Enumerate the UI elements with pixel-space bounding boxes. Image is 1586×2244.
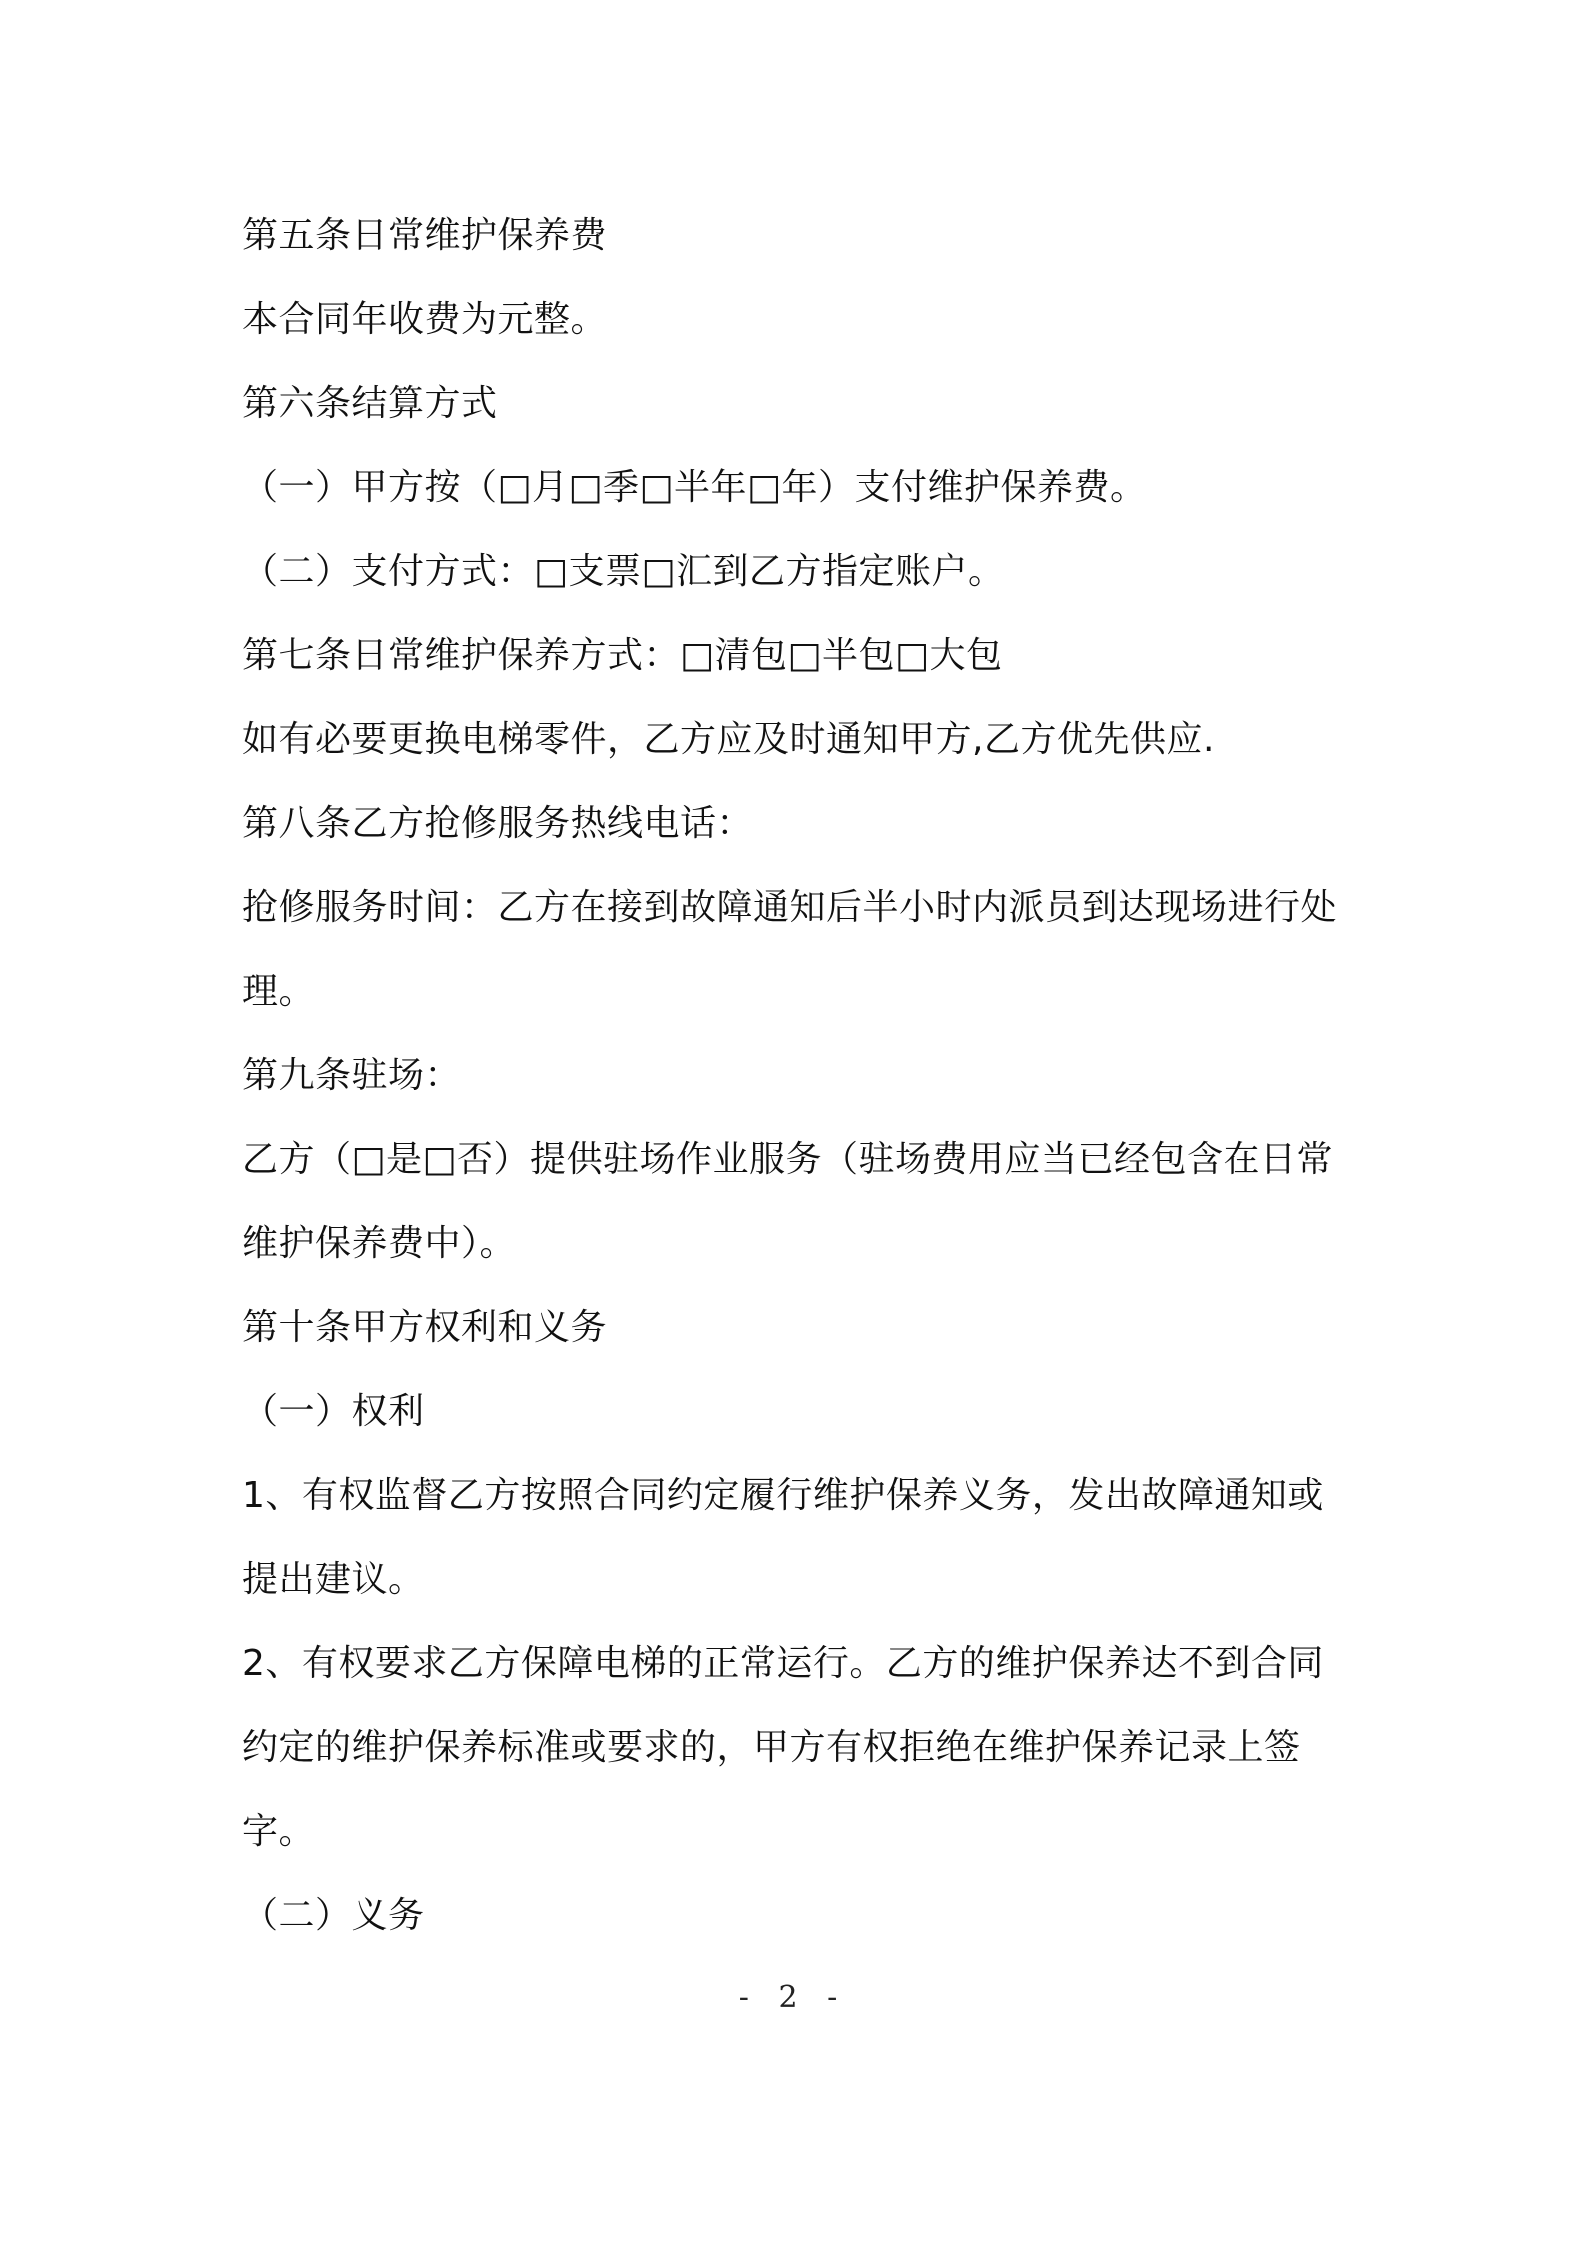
page-number: - 2 - [738,1980,848,2015]
repair-time-line: 抢修服务时间：乙方在接到故障通知后半小时内派员到达现场进行处 [242,887,1338,928]
clause-10-heading: 第十条甲方权利和义务 [242,1307,608,1348]
obligations-subheading: （二）义务 [242,1895,425,1936]
onsite-service-line: 乙方（□是□否）提供驻场作业服务（驻场费用应当已经包含在日常 [242,1139,1334,1180]
document-body [242,194,1362,1958]
annual-fee-line: 本合同年收费为元整。 [242,299,608,340]
clause-5-heading: 第五条日常维护保养费 [242,215,608,256]
rights-subheading: （一）权利 [242,1391,425,1432]
clause-6-heading: 第六条结算方式 [242,383,498,424]
clause-8-heading: 第八条乙方抢修服务热线电话： [242,803,754,844]
clause-9-heading: 第九条驻场： [242,1055,462,1096]
repair-time-line-cont: 理。 [242,971,316,1012]
parts-replacement-line: 如有必要更换电梯零件，乙方应及时通知甲方,乙方优先供应. [242,719,1215,760]
payment-frequency-line: （一）甲方按（□月□季□半年□年）支付维护保养费。 [242,467,1147,508]
right-1-line: 1、有权监督乙方按照合同约定履行维护保养义务，发出故障通知或 [242,1475,1324,1516]
right-2-line-cont-2: 字。 [242,1811,316,1852]
right-1-line-cont: 提出建议。 [242,1559,425,1600]
payment-method-line: （二）支付方式：□支票□汇到乙方指定账户。 [242,551,1005,592]
onsite-service-line-cont: 维护保养费中）。 [242,1223,517,1264]
right-2-line-cont: 约定的维护保养标准或要求的，甲方有权拒绝在维护保养记录上签 [242,1727,1301,1768]
clause-7-heading: 第七条日常维护保养方式：□清包□半包□大包 [242,635,1003,676]
right-2-line: 2、有权要求乙方保障电梯的正常运行。乙方的维护保养达不到合同 [242,1643,1324,1684]
